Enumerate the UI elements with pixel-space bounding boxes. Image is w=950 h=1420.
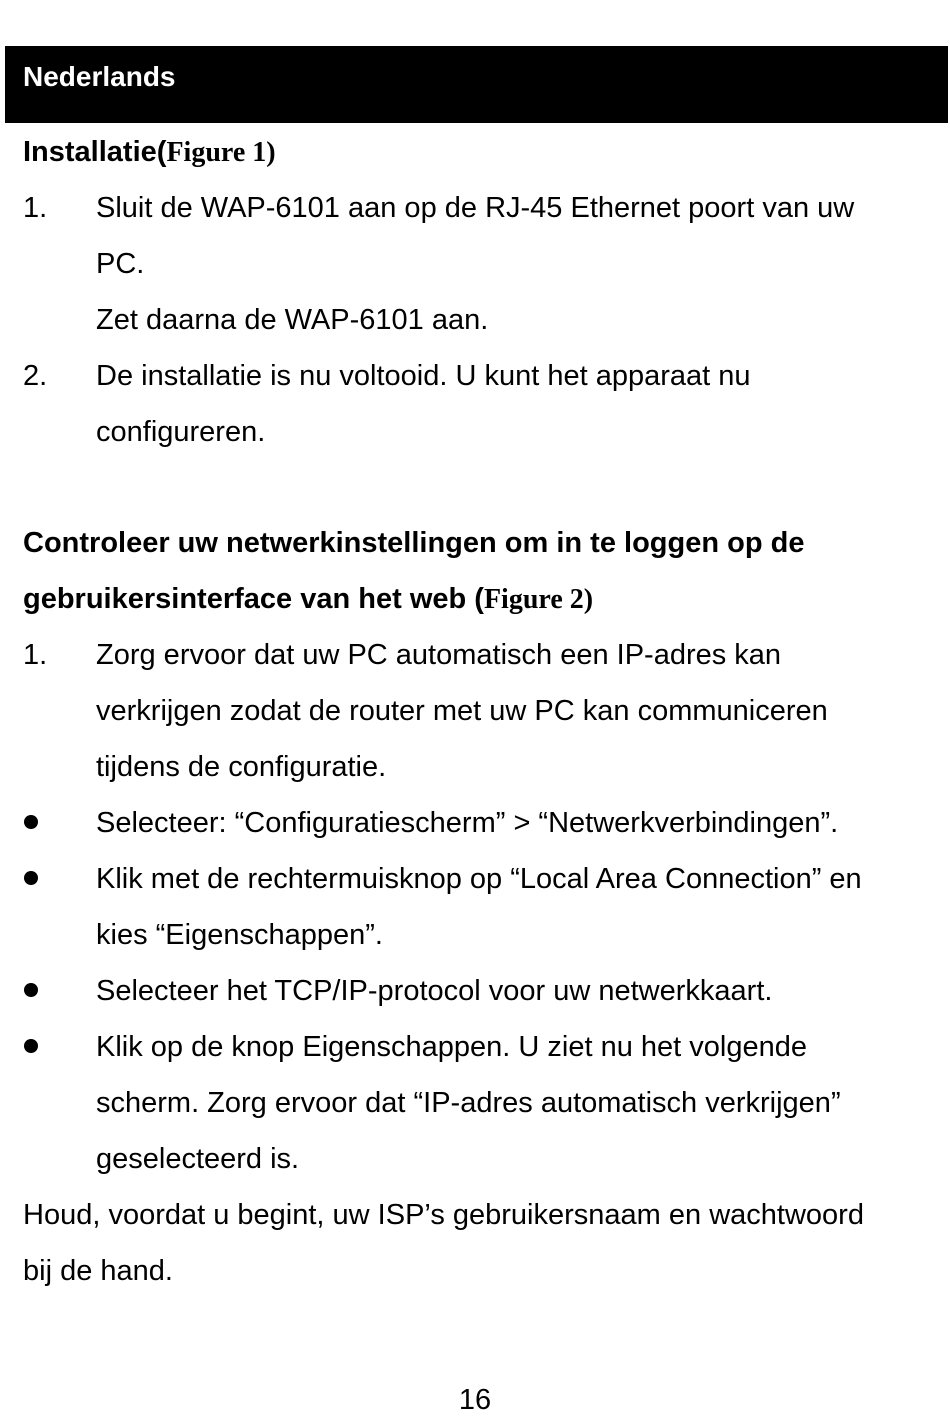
language-title: Nederlands [23, 61, 176, 92]
language-banner [5, 46, 948, 123]
install-step-1-line-1: Sluit de WAP-6101 aan op de RJ-45 Ethernet poort van uw [96, 192, 855, 224]
network-step-1-line-1: Zorg ervoor dat uw PC automatisch een IP-adres kan [96, 639, 782, 671]
note-line-2: bij de hand. [23, 1255, 173, 1287]
page-number: 16 [458, 1384, 492, 1416]
installation-heading [23, 132, 276, 173]
network-heading-line-2 [23, 579, 593, 620]
install-step-1-line-2: PC. [96, 248, 145, 280]
install-step-2-line-2: configureren. [96, 416, 266, 448]
bullet-4-dot [24, 1039, 38, 1053]
install-step-2-number: 2. [23, 360, 48, 392]
installation-figure-ref: Figure 1) [166, 137, 276, 168]
installation-heading-text: Installatie( [23, 136, 167, 168]
install-step-2-line-1: De installatie is nu voltooid. U kunt het apparaat nu [96, 360, 751, 392]
bullet-2-dot [24, 871, 38, 885]
install-step-1-line-3: Zet daarna de WAP-6101 aan. [96, 304, 489, 336]
bullet-2-line-2: kies “Eigenschappen”. [96, 919, 383, 951]
bullet-1-dot [24, 815, 38, 829]
network-step-1-number: 1. [23, 639, 48, 671]
bullet-4-line-1: Klik op de knop Eigenschappen. U ziet nu het volgende [96, 1031, 807, 1063]
bullet-3-dot [24, 983, 38, 997]
network-step-1-line-3: tijdens de configuratie. [96, 751, 387, 783]
bullet-1-line-1: Selecteer: “Configuratiescherm” > “Netwerkverbindingen”. [96, 807, 839, 839]
install-step-1-number: 1. [23, 192, 48, 224]
bullet-4-line-2: scherm. Zorg ervoor dat “IP-adres automatisch verkrijgen” [96, 1087, 841, 1119]
network-heading-text: gebruikersinterface van het web ( [23, 583, 484, 615]
bullet-3-line-1: Selecteer het TCP/IP-protocol voor uw netwerkkaart. [96, 975, 773, 1007]
note-line-1: Houd, voordat u begint, uw ISP’s gebruikersnaam en wachtwoord [23, 1199, 864, 1231]
bullet-4-line-3: geselecteerd is. [96, 1143, 300, 1175]
network-figure-ref: Figure 2) [483, 584, 594, 615]
bullet-2-line-1: Klik met de rechtermuisknop op “Local Area Connection” en [96, 863, 862, 895]
network-heading-line-1: Controleer uw netwerkinstellingen om in te loggen op de [23, 527, 805, 559]
network-step-1-line-2: verkrijgen zodat de router met uw PC kan communiceren [96, 695, 828, 727]
